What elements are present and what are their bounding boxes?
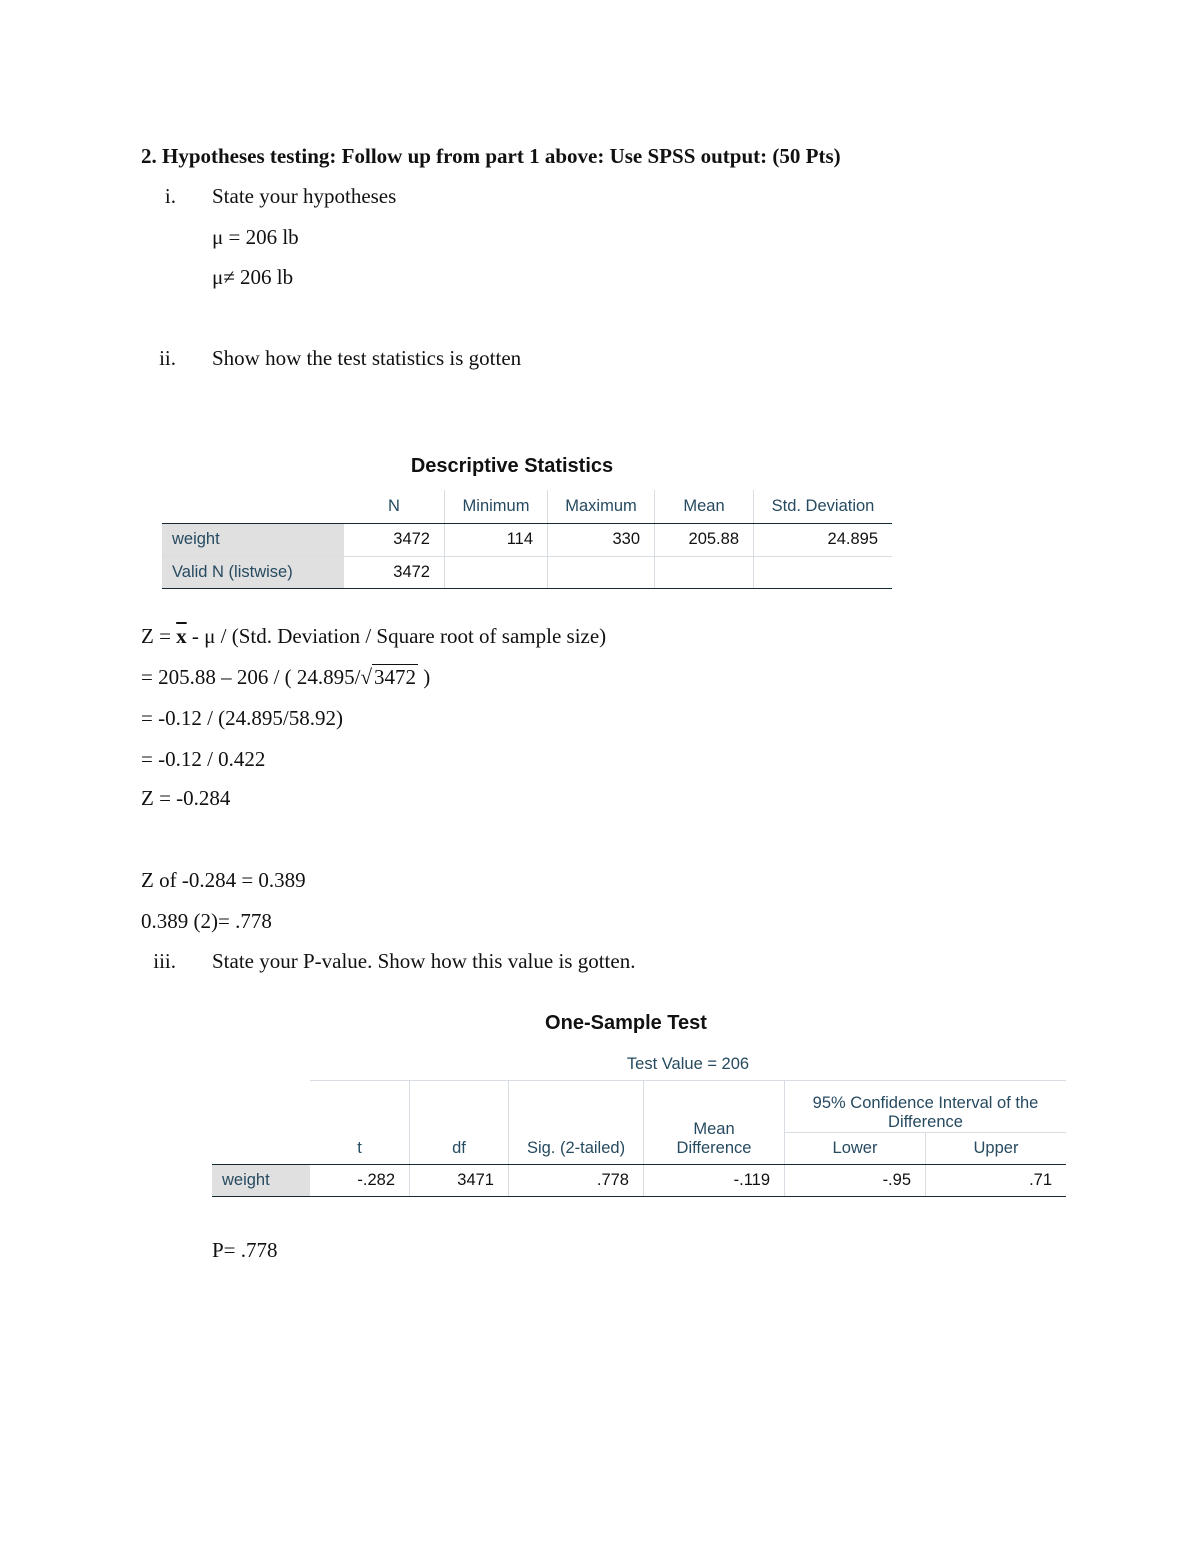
cell-t: -.282 bbox=[310, 1164, 410, 1196]
sqrt-radicand: 3472 bbox=[374, 665, 417, 689]
row-label-valid-n: Valid N (listwise) bbox=[162, 556, 344, 588]
row-label-weight: weight bbox=[162, 523, 344, 556]
header-n: N bbox=[344, 490, 445, 523]
one-sample-test-table bbox=[212, 1050, 1066, 1197]
part-ii-prompt: Show how the test statistics is gotten bbox=[212, 346, 522, 370]
z-substitution-suffix: ) bbox=[418, 665, 431, 689]
question-heading: 2. Hypotheses testing: Follow up from part 1 above: Use SPSS output: (50 Pts) bbox=[141, 144, 841, 168]
cell-n: 3472 bbox=[344, 556, 445, 588]
table-row bbox=[162, 523, 892, 556]
two-tailed-probability: 0.389 (2)= .778 bbox=[141, 909, 272, 933]
alternative-hypothesis: μ≠ 206 lb bbox=[212, 265, 294, 289]
cell-empty bbox=[655, 556, 754, 588]
header-df: df bbox=[410, 1080, 509, 1164]
z-formula bbox=[141, 622, 606, 650]
header-blank bbox=[212, 1050, 310, 1080]
cell-mean-difference: -.119 bbox=[644, 1164, 785, 1196]
null-hypothesis: μ = 206 lb bbox=[212, 225, 299, 249]
test-value-header: Test Value = 206 bbox=[626, 1055, 750, 1074]
x-bar-symbol: $\overline{x}$ bbox=[176, 624, 187, 648]
one-sample-test-title: One-Sample Test bbox=[545, 1012, 707, 1034]
cell-empty bbox=[754, 556, 893, 588]
cell-n: 3472 bbox=[344, 523, 445, 556]
row-label-weight: weight bbox=[212, 1164, 310, 1196]
table-row bbox=[162, 556, 892, 588]
descriptive-stats-table bbox=[162, 490, 892, 589]
header-blank bbox=[162, 490, 344, 523]
p-value-answer: P= .778 bbox=[212, 1238, 278, 1262]
sqrt-sign: √ bbox=[360, 665, 373, 689]
z-formula-rest: - μ / (Std. Deviation / Square root of sample size) bbox=[186, 624, 607, 648]
header-blank bbox=[212, 1132, 310, 1164]
header-minimum: Minimum bbox=[445, 490, 548, 523]
header-mean: Mean bbox=[655, 490, 754, 523]
header-maximum: Maximum bbox=[548, 490, 655, 523]
z-step-4: = -0.12 / 0.422 bbox=[141, 747, 266, 771]
cell-df: 3471 bbox=[410, 1164, 509, 1196]
cell-maximum: 330 bbox=[548, 523, 655, 556]
z-substitution bbox=[141, 663, 430, 691]
header-blank bbox=[212, 1080, 310, 1132]
test-value-header-row bbox=[212, 1050, 1066, 1080]
z-result: Z = -0.284 bbox=[141, 786, 231, 810]
z-step-3: = -0.12 / (24.895/58.92) bbox=[141, 706, 343, 730]
cell-lower: -.95 bbox=[785, 1164, 926, 1196]
header-t: t bbox=[310, 1080, 410, 1164]
cell-minimum: 114 bbox=[445, 523, 548, 556]
z-formula-prefix: Z = bbox=[141, 624, 177, 648]
descriptive-stats-header-row bbox=[162, 490, 892, 523]
cell-empty bbox=[548, 556, 655, 588]
header-ci: 95% Confidence Interval of the Difference bbox=[785, 1080, 1067, 1132]
cell-mean: 205.88 bbox=[655, 523, 754, 556]
cell-sig: .778 bbox=[509, 1164, 644, 1196]
descriptive-stats-title: Descriptive Statistics bbox=[410, 455, 614, 477]
header-sig-2-tailed: Sig. (2-tailed) bbox=[509, 1080, 644, 1164]
table-row bbox=[212, 1164, 1066, 1196]
cell-upper: .71 bbox=[926, 1164, 1067, 1196]
square-root bbox=[361, 663, 419, 691]
z-probability: Z of -0.284 = 0.389 bbox=[141, 868, 306, 892]
z-substitution-prefix: = 205.88 – 206 / ( 24.895/ bbox=[141, 665, 361, 689]
cell-empty bbox=[445, 556, 548, 588]
part-iii-numeral: iii. bbox=[153, 949, 176, 973]
header-std-deviation: Std. Deviation bbox=[754, 490, 893, 523]
ci-header-row bbox=[212, 1080, 1066, 1132]
header-upper: Upper bbox=[926, 1132, 1067, 1164]
header-lower: Lower bbox=[785, 1132, 926, 1164]
header-mean-difference: Mean Difference bbox=[644, 1080, 785, 1164]
part-iii-prompt: State your P-value. Show how this value is gotten. bbox=[212, 949, 636, 973]
part-ii-numeral: ii. bbox=[159, 346, 176, 370]
part-i-numeral: i. bbox=[164, 184, 176, 208]
cell-std-deviation: 24.895 bbox=[754, 523, 893, 556]
part-i-prompt: State your hypotheses bbox=[212, 184, 397, 208]
